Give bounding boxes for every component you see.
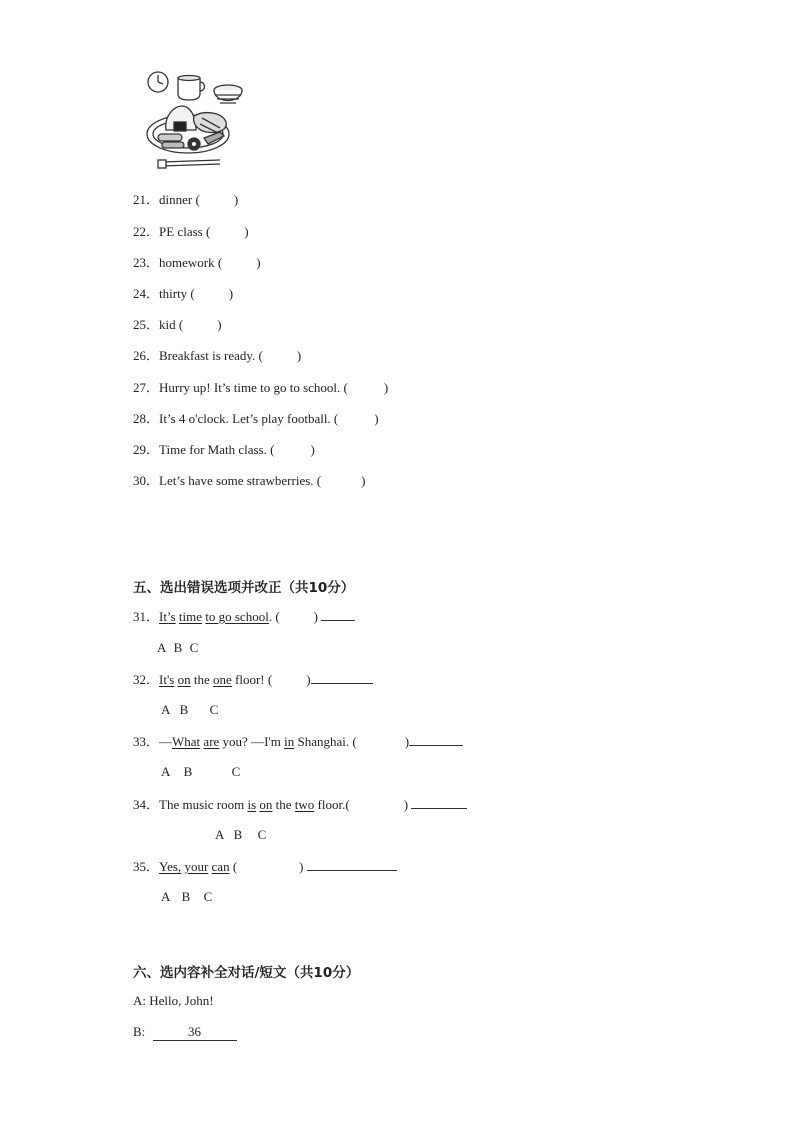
- option-c-text: two: [294, 797, 315, 812]
- blank-number: 36: [188, 1024, 202, 1039]
- option-letter-b: B: [183, 764, 193, 779]
- question-24: [133, 286, 233, 302]
- paren-close: ): [374, 411, 379, 426]
- question-middle: the: [190, 672, 213, 687]
- question-text: thirty (: [159, 286, 195, 301]
- option-letter-b: B: [179, 702, 189, 717]
- option-a-text: What: [172, 734, 201, 749]
- option-letter-c: C: [203, 889, 213, 904]
- question-number: 24．: [133, 286, 160, 301]
- question-29: [133, 442, 315, 458]
- option-letter-a: A: [215, 827, 225, 842]
- option-c-text-part2: o school: [225, 609, 269, 624]
- question-31: [133, 608, 355, 625]
- option-letter-b: B: [181, 889, 191, 904]
- question-30: [133, 473, 365, 489]
- option-b-text: your: [184, 859, 209, 874]
- question-number: 25．: [133, 317, 160, 332]
- question-tail: Shanghai. (: [294, 734, 357, 749]
- paren-close: ): [233, 192, 239, 207]
- option-c-text: in: [284, 734, 295, 749]
- question-33: [133, 733, 463, 750]
- question-text: Time for Math class. (: [159, 442, 275, 457]
- paren-close: ): [313, 609, 319, 624]
- option-a-text: is: [247, 797, 257, 812]
- option-letters-34: [215, 827, 266, 843]
- question-text: dinner (: [159, 192, 200, 207]
- question-28: [133, 411, 379, 427]
- paren-close: ): [299, 859, 304, 874]
- speaker-label: B:: [133, 1024, 146, 1039]
- question-number: 35．: [133, 859, 160, 874]
- question-number: 30．: [133, 473, 160, 488]
- question-27: [133, 380, 388, 396]
- option-letter-b: B: [173, 640, 183, 655]
- question-number: 27．: [133, 380, 160, 395]
- paren-close: ): [256, 255, 261, 270]
- breakfast-plate-clock-icon: [144, 68, 248, 172]
- dialogue-line-a: A: Hello, John!: [133, 993, 214, 1008]
- option-c-text-part1: to g: [205, 609, 226, 624]
- paren-close: ): [244, 224, 249, 239]
- question-34: [133, 796, 467, 813]
- question-number: 31．: [133, 609, 160, 624]
- question-32: [133, 671, 373, 688]
- question-number: 28．: [133, 411, 160, 426]
- option-letters-31: [157, 640, 198, 656]
- question-middle: you? —I'm: [219, 734, 285, 749]
- question-number: 23．: [133, 255, 160, 270]
- question-text: Hurry up! It’s time to go to school. (: [159, 380, 348, 395]
- question-text: kid (: [159, 317, 184, 332]
- paren-close: ): [383, 380, 389, 395]
- option-b-text: on: [177, 672, 191, 687]
- option-b-text: time: [178, 609, 202, 624]
- option-letters-33: [161, 764, 240, 780]
- correction-blank[interactable]: [411, 796, 467, 809]
- option-letter-a: A: [157, 640, 167, 655]
- question-number: 29．: [133, 442, 160, 457]
- option-letter-c: C: [209, 702, 219, 717]
- option-c-text: can: [211, 859, 230, 874]
- question-35: [133, 858, 397, 875]
- option-b-text: on: [259, 797, 273, 812]
- question-tail: floor.(: [314, 797, 350, 812]
- option-a-text: It's: [159, 672, 175, 687]
- question-21: [133, 192, 238, 208]
- paren-close: ): [361, 473, 366, 488]
- breakfast-illustration: [144, 68, 248, 172]
- question-26: [133, 348, 301, 364]
- option-letter-c: C: [257, 827, 267, 842]
- option-letters-35: [161, 889, 212, 905]
- question-number: 33．: [133, 734, 160, 749]
- dialogue-line-b: [133, 1024, 237, 1041]
- paren-close: ): [403, 797, 409, 812]
- paren-close: ): [217, 317, 222, 332]
- paren-close: ): [228, 286, 234, 301]
- question-prefix: The music room: [159, 797, 248, 812]
- question-text: Breakfast is ready. (: [159, 348, 263, 363]
- question-text: PE class (: [159, 224, 211, 239]
- option-a-text: It’s: [159, 609, 176, 624]
- question-23: [133, 255, 261, 271]
- question-number: 26．: [133, 348, 160, 363]
- correction-blank[interactable]: [311, 671, 373, 684]
- question-text: Let’s have some strawberries. (: [159, 473, 322, 488]
- question-tail: floor! (: [231, 672, 273, 687]
- answer-blank-36[interactable]: [153, 1024, 237, 1041]
- section-five-heading: 五、选出错误选项并改正（共10分）: [133, 580, 355, 596]
- option-letter-b: B: [233, 827, 243, 842]
- option-letter-c: C: [231, 764, 241, 779]
- option-c-text: one: [213, 672, 232, 687]
- dash: —: [159, 734, 173, 749]
- question-number: 21．: [133, 192, 160, 207]
- question-tail: . (: [268, 609, 280, 624]
- paren-close: ): [404, 734, 410, 749]
- question-middle: the: [272, 797, 295, 812]
- option-letter-a: A: [161, 889, 171, 904]
- question-number: 22．: [133, 224, 160, 239]
- question-number: 34．: [133, 797, 160, 812]
- option-letter-a: A: [161, 764, 171, 779]
- option-a-text: Yes,: [159, 859, 182, 874]
- question-25: [133, 317, 222, 333]
- correction-blank[interactable]: [307, 858, 397, 871]
- option-letters-32: [161, 702, 218, 718]
- question-number: 32．: [133, 672, 160, 687]
- correction-blank[interactable]: [409, 733, 463, 746]
- question-text: It’s 4 o'clock. Let’s play football. (: [159, 411, 339, 426]
- option-b-text: are: [203, 734, 220, 749]
- paren-close: ): [306, 672, 311, 687]
- correction-blank[interactable]: [321, 608, 355, 621]
- question-text: homework (: [159, 255, 223, 270]
- section-six-heading: 六、选内容补全对话/短文（共10分）: [133, 965, 360, 981]
- question-tail: (: [229, 859, 238, 874]
- option-letter-c: C: [189, 640, 199, 655]
- option-letter-a: A: [161, 702, 171, 717]
- question-22: [133, 224, 249, 240]
- paren-close: ): [296, 348, 302, 363]
- paren-close: ): [310, 442, 315, 457]
